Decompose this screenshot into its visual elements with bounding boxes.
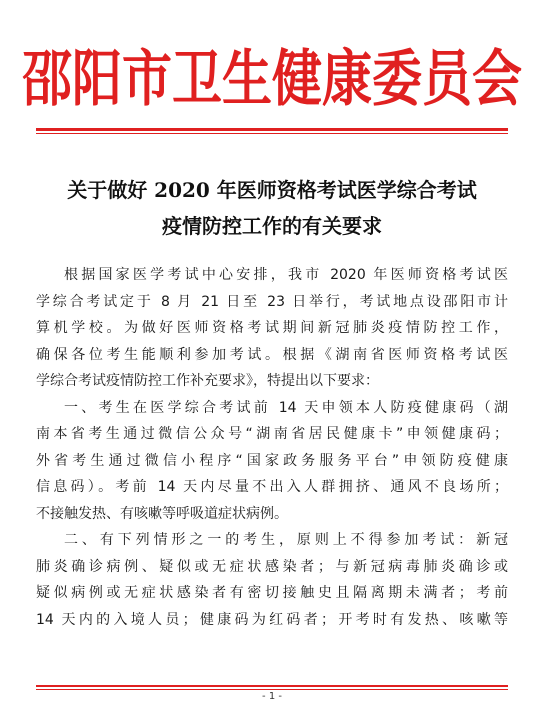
body-line: 疑似病例或无症状感染者有密切接触史且隔离期未满者；考前 (36, 585, 508, 601)
body-line: 14 天内的入境人员；健康码为红码者；开考时有发热、咳嗽等 (36, 611, 508, 628)
body-line: 算机学校。为做好医师资格考试期间新冠肺炎疫情防控工作， (36, 320, 508, 336)
body-line: 根据国家医学考试中心安排，我市 2020 年医师资格考试医 (64, 267, 508, 283)
body-line: 二、有下列情形之一的考生，原则上不得参加考试：新冠 (64, 532, 508, 548)
page-number: - 1 - (262, 691, 282, 702)
document-title-line-1: 关于做好 2020 年医师资格考试医学综合考试 (67, 178, 477, 202)
letterhead-rule-thin (36, 133, 508, 134)
document-title (36, 172, 508, 244)
body-line: 确保各位考生能顺利参加考试。根据《湖南省医师资格考试医 (36, 346, 508, 363)
footer-rule-thick (36, 685, 508, 687)
body-line: 一、考生在医学综合考试前 14 天申领本人防疫健康码（湖 (64, 399, 508, 416)
letterhead-rule-thick (36, 128, 508, 131)
body-line: 南本省考生通过微信公众号“湖南省居民健康卡”申领健康码； (36, 426, 508, 442)
body-line: 信息码）。考前 14 天内尽量不出入人群拥挤、通风不良场所； (36, 479, 508, 495)
document-body (36, 262, 508, 633)
body-line: 肺炎确诊病例、疑似或无症状感染者；与新冠病毒肺炎确诊或 (36, 558, 508, 575)
document-title-line-2: 疫情防控工作的有关要求 (162, 214, 382, 238)
body-line: 学综合考试定于 8 月 21 日至 23 日举行，考试地点设邵阳市计 (36, 293, 508, 310)
body-line: 学综合考试疫情防控工作补充要求》，特提出以下要求： (36, 373, 379, 389)
letterhead-title: 邵阳市卫生健康委员会 (22, 42, 522, 115)
body-line: 外省考生通过微信小程序“国家政务服务平台”申领防疫健康 (36, 452, 508, 469)
body-line: 不接触发热、有咳嗽等呼吸道症状病例。 (36, 505, 288, 522)
